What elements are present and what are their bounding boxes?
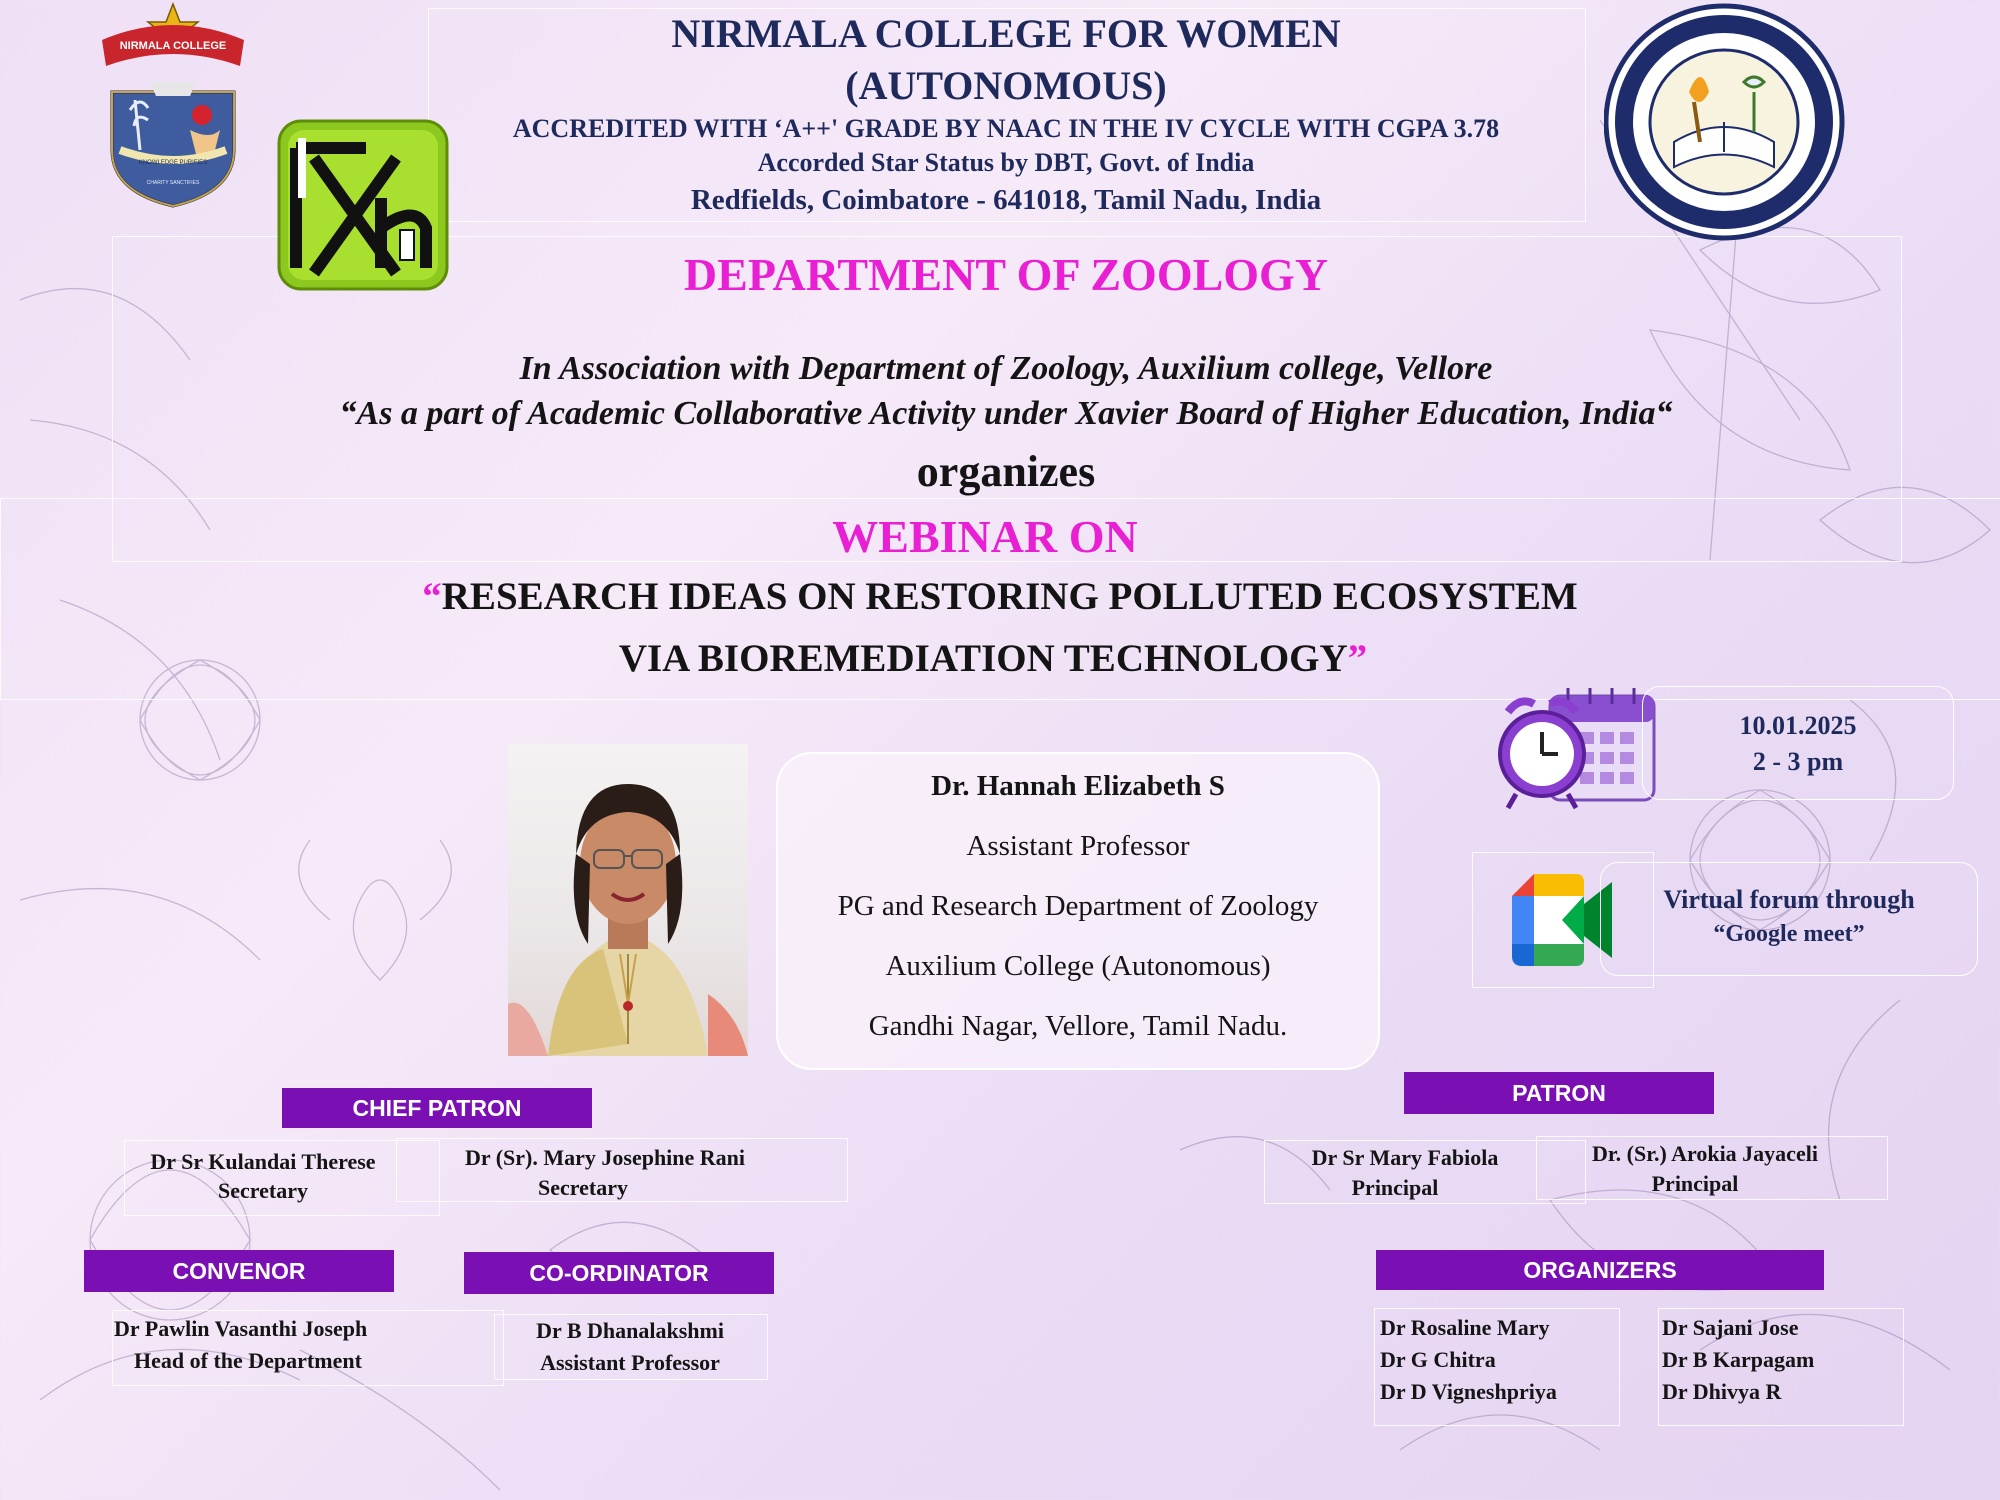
college-status: (AUTONOMOUS): [845, 63, 1167, 108]
calendar-clock-icon: [1494, 682, 1660, 812]
patron-1-role: Principal: [1351, 1175, 1439, 1200]
speaker-photo: [508, 744, 748, 1056]
nirmala-logo-motto: KNOWLEDGE PURIFIES: [138, 160, 208, 166]
auxilium-college-logo: [1604, 2, 1854, 242]
patron-2-name: Dr. (Sr.) Arokia Jayaceli: [1592, 1141, 1818, 1166]
collaboration-text: “As a part of Academic Collaborative Activity under Xavier Board of Higher Education, India“: [339, 395, 1673, 432]
chief-patron-label: CHIEF PATRON: [282, 1088, 592, 1128]
open-quote: “: [422, 575, 442, 618]
title-line2-text: VIA BIOREMEDIATION TECHNOLOGY: [618, 637, 1348, 680]
title-line1-text: RESEARCH IDEAS ON RESTORING POLLUTED ECOSYSTEM: [441, 575, 1578, 618]
close-quote: ”: [1347, 637, 1368, 680]
webinar-title-line2: [0, 636, 1986, 681]
organizes-text: organizes: [916, 447, 1096, 496]
webinar-on-text: WEBINAR ON: [832, 511, 1138, 562]
organizer-3: Dr D Vigneshpriya: [1380, 1379, 1557, 1404]
speaker-department: PG and Research Department of Zoology: [837, 890, 1319, 922]
organizer-5: Dr B Karpagam: [1662, 1347, 1815, 1372]
organizer-1: Dr Rosaline Mary: [1380, 1315, 1550, 1340]
patron-2-role: Principal: [1651, 1171, 1739, 1196]
organizer-2: Dr G Chitra: [1380, 1347, 1496, 1372]
google-meet-icon: [1512, 874, 1612, 966]
chief-patron-2-name: Dr (Sr). Mary Josephine Rani: [464, 1145, 746, 1170]
patron-label: PATRON: [1404, 1072, 1714, 1114]
chief-patron-2-role: Secretary: [538, 1175, 628, 1200]
convenor-name: Dr Pawlin Vasanthi Joseph: [114, 1316, 368, 1341]
forum-box: [1600, 862, 1978, 976]
department-title: DEPARTMENT OF ZOOLOGY: [683, 249, 1329, 300]
speaker-name: Dr. Hannah Elizabeth S: [931, 770, 1225, 802]
event-time: 2 - 3 pm: [1752, 747, 1844, 776]
patron-1-name: Dr Sr Mary Fabiola: [1311, 1145, 1499, 1170]
forum-line2: “Google meet”: [1713, 921, 1865, 947]
coordinator-name: Dr B Dhanalakshmi: [536, 1318, 724, 1343]
convenor-label: CONVENOR: [84, 1250, 394, 1292]
chief-patron-1-name: Dr Sr Kulandai Therese: [150, 1149, 376, 1174]
date-time-box: [1642, 686, 1954, 800]
chief-patron-1-role: Secretary: [218, 1178, 308, 1203]
star-status-text: Accorded Star Status by DBT, Govt. of India: [757, 148, 1255, 177]
coordinator-role: Assistant Professor: [540, 1350, 720, 1375]
organizers-label: ORGANIZERS: [1376, 1250, 1824, 1290]
nirmala-college-logo: [90, 0, 256, 210]
college-name: NIRMALA COLLEGE FOR WOMEN: [671, 11, 1341, 56]
accreditation-text: ACCREDITED WITH ‘A++' GRADE BY NAAC IN THE IV CYCLE WITH CGPA 3.78: [512, 114, 1500, 143]
forum-line1: Virtual forum through: [1663, 885, 1915, 914]
event-date: 10.01.2025: [1739, 711, 1857, 740]
convenor-role: Head of the Department: [134, 1348, 362, 1373]
speaker-college: Auxilium College (Autonomous): [885, 950, 1271, 982]
webinar-title-line1: [0, 574, 2000, 619]
speaker-role: Assistant Professor: [966, 830, 1190, 862]
college-address: Redfields, Coimbatore - 641018, Tamil Nadu, India: [690, 184, 1322, 216]
coordinator-label: CO-ORDINATOR: [464, 1252, 774, 1294]
nirmala-logo-text: NIRMALA COLLEGE: [119, 40, 227, 52]
speaker-card: [776, 752, 1380, 1070]
speaker-place: Gandhi Nagar, Vellore, Tamil Nadu.: [868, 1010, 1288, 1042]
organizer-4: Dr Sajani Jose: [1662, 1315, 1799, 1340]
organizer-6: Dr Dhivya R: [1662, 1379, 1782, 1404]
nirmala-logo-bottom: CHARITY SANCTIFIES: [146, 180, 200, 186]
association-text: In Association with Department of Zoology, Auxilium college, Vellore: [519, 350, 1493, 387]
